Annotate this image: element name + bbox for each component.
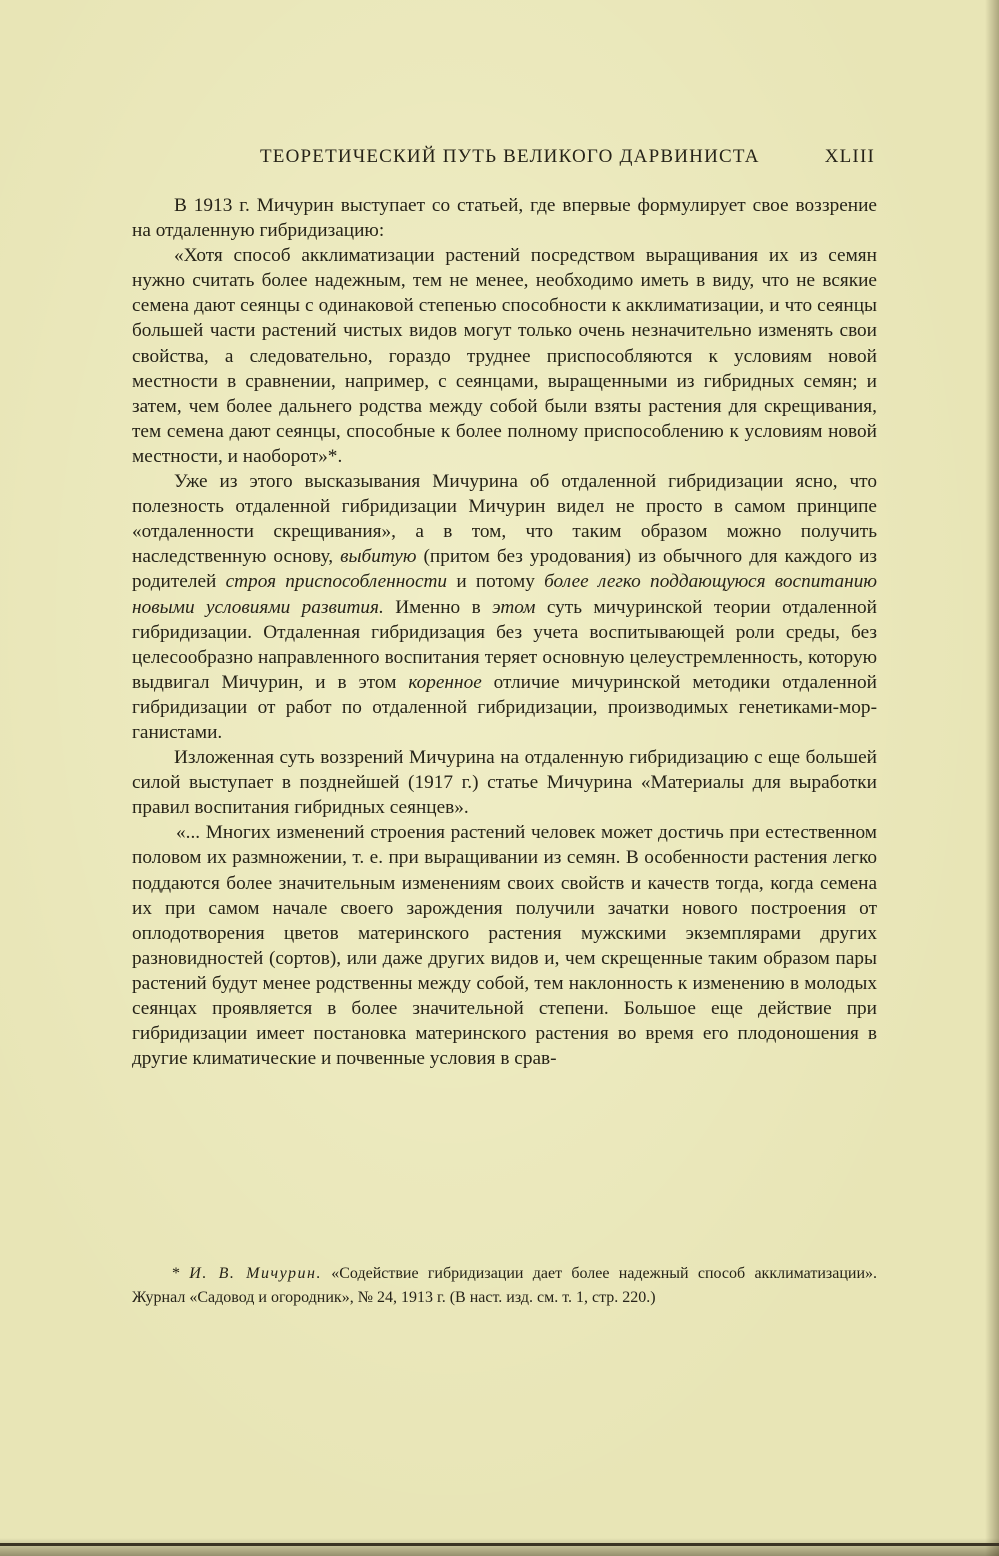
footnote xyxy=(132,1262,877,1310)
body-text xyxy=(132,193,877,1071)
running-head xyxy=(132,142,877,172)
commentary-text-1: Уже из этого высказывания Мичурина об отдаленной гибридизации ясно, что полезность отдаленной гибридизации Мичурин видел не просто в самом принципе «отдаленности скрещивания», а в том, что таким образом можно получить наследственную основу, xyxy=(132,471,877,568)
commentary-text-4: Именно в xyxy=(395,596,481,618)
commentary-text-3: и потому xyxy=(456,571,535,593)
paragraph-quote-1917: «... Многих изменений строения растений человек может достичь при естественном половом их размножении, т. е. при выращивании из семян. В особенности растения легко поддаются более значительным изменениям своих свойств и качеств тогда, когда семена их при самом начале своего зарождения получили зачатки нового построения от оплодотворения цветов материнского растения мужскими экземплярами других разновидностей (сортов), или даже других видов и, чем скрещенные таким образом пары растений будут менее родственны между собой, тем наклонность к изменению в молодых сеянцах проявляется в более значительной степени. Большое еще действие при гибридизации имеет постановка материнского растения во время его плодоношения в другие климатические и почвенные условия в срав- xyxy=(132,822,877,1070)
commentary-italic-5: коренное xyxy=(408,671,482,693)
footnote-marker: * xyxy=(172,1265,180,1282)
commentary-text-5: суть мичуринской теории отдаленной гибридизации. Отдаленная гибридизация без учета воспитывающей роли среды, без целесообразно направленного воспитания теряет основную целеустремленность, которую выдвигал Мичурин, и в этом xyxy=(132,596,877,693)
paragraph-quote-1913: «Хотя способ акклиматизации растений посредством выращивания их из семян нужно считать более надежным, тем не менее, необходимо иметь в виду, что не всякие семена дают сеянцы с одинаковой степенью способности к акклиматизации, и что сеянцы большей части растений чистых видов могут только очень незначительно изменять свои свойства, а следовательно, гораздо труднее приспособляются к условиям новой местности в сравнении, например, с сеянцами, выращенными из гибридных семян; и затем, чем более дальнего родства между собой были взяты растения для скрещивания, тем семена дают сеянцы, способные к более полному приспособлению к условиям новой местности, и наоборот»*. xyxy=(132,245,877,467)
paragraph-commentary xyxy=(132,469,877,745)
running-head-title: ТЕОРЕТИЧЕСКИЙ ПУТЬ ВЕЛИКОГО ДАРВИНИСТА xyxy=(260,146,760,167)
commentary-text-2: (притом без уродования) из обычного для каждого из родителей xyxy=(132,546,878,593)
commentary-italic-3: более легко поддающуюся воспитанию новыми условиями развития. xyxy=(132,571,877,618)
page-number: XLIII xyxy=(824,146,875,167)
footnote-author: И. В. Мичурин. xyxy=(189,1265,322,1282)
paragraph-1917-article: Изложенная суть воззрений Мичурина на отдаленную гибридизацию с еще большей силой выступает в позднейшей (1917 г.) статье Мичурина «Материалы для выработки правил воспитания гибридных сеянцев». xyxy=(132,747,877,819)
paragraph-intro: В 1913 г. Мичурин выступает со статьей, где впервые формулирует свое воззрение на отдаленную гибридизацию: xyxy=(132,195,877,242)
commentary-text-6: отличие мичуринской методики отдаленной гибридизации от работ по отдаленной гибридизации, производимых генетиками-морганистами. xyxy=(132,671,877,743)
page-edge-shadow xyxy=(985,0,999,1556)
commentary-italic-1: выбитую xyxy=(340,546,417,568)
commentary-italic-2: строя приспособленности xyxy=(225,571,448,593)
footnote-text: «Содействие гибридизации дает более надежный способ акклиматизации». Журнал «Садовод и огородник», № 24, 1913 г. (В наст. изд. см. т. 1, стр. 220.) xyxy=(132,1265,878,1306)
commentary-italic-4: этом xyxy=(492,596,536,618)
page-bottom-line xyxy=(0,1543,999,1546)
page-bottom-edge xyxy=(0,1538,999,1556)
